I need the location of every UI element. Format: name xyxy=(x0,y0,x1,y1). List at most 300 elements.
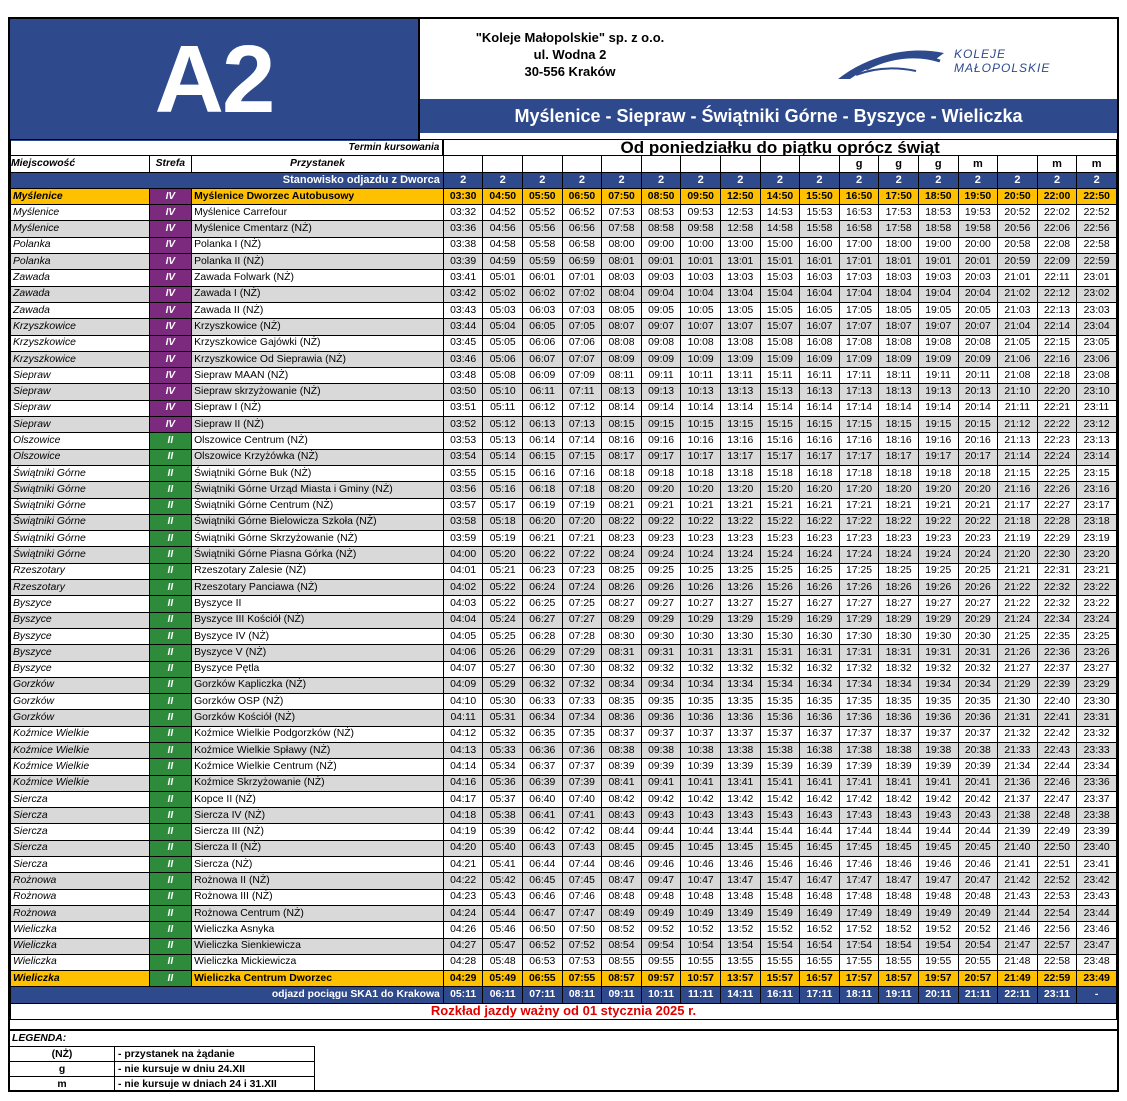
departure-time: 04:20 xyxy=(443,840,483,856)
locality: Koźmice Wielkie xyxy=(11,726,150,742)
departure-time: 08:30 xyxy=(602,628,642,644)
departure-time: 09:11 xyxy=(641,368,681,384)
departure-time: 03:45 xyxy=(443,335,483,351)
departure-time: 20:15 xyxy=(958,417,998,433)
departure-time: 19:17 xyxy=(918,449,958,465)
departure-time: 20:55 xyxy=(958,954,998,970)
departure-time: 07:03 xyxy=(562,302,602,318)
departure-time: 17:37 xyxy=(839,726,879,742)
zone-badge: II xyxy=(149,645,191,661)
departure-time: 19:14 xyxy=(918,400,958,416)
departure-time: 21:49 xyxy=(998,971,1038,987)
departure-time: 18:21 xyxy=(879,498,919,514)
departure-time: 16:04 xyxy=(800,286,840,302)
validity-note: Rozkład jazdy ważny od 01 stycznia 2025 r. xyxy=(11,1003,1117,1019)
departure-time: 16:49 xyxy=(800,905,840,921)
departure-time: 20:49 xyxy=(958,905,998,921)
departure-time: 14:50 xyxy=(760,188,800,204)
departure-time: 13:07 xyxy=(720,319,760,335)
departure-time: 22:56 xyxy=(1037,922,1077,938)
zone-badge: II xyxy=(149,808,191,824)
zone-badge: II xyxy=(149,449,191,465)
legend-title: LEGENDA: xyxy=(12,1033,67,1044)
departure-time: 19:07 xyxy=(918,319,958,335)
departure-time: 23:39 xyxy=(1077,824,1117,840)
departure-time: 22:16 xyxy=(1037,351,1077,367)
departure-time: 15:16 xyxy=(760,433,800,449)
departure-time: 06:46 xyxy=(523,889,563,905)
departure-time: 07:06 xyxy=(562,335,602,351)
departure-time: 18:14 xyxy=(879,400,919,416)
departure-time: 23:34 xyxy=(1077,759,1117,775)
locality: Polanka xyxy=(11,237,150,253)
departure-time: 20:24 xyxy=(958,547,998,563)
departure-time: 17:04 xyxy=(839,286,879,302)
platform-number: 2 xyxy=(562,172,602,188)
departure-time: 08:04 xyxy=(602,286,642,302)
departure-time: 16:47 xyxy=(800,873,840,889)
departure-time: 22:34 xyxy=(1037,612,1077,628)
locality: Krzyszkowice xyxy=(11,335,150,351)
departure-time: 19:23 xyxy=(918,531,958,547)
locality: Rożnowa xyxy=(11,873,150,889)
departure-time: 08:16 xyxy=(602,433,642,449)
course-note xyxy=(800,156,840,172)
departure-time: 04:14 xyxy=(443,759,483,775)
departure-time: 04:09 xyxy=(443,677,483,693)
departure-time: 22:48 xyxy=(1037,808,1077,824)
header-columns-row xyxy=(11,156,1117,172)
zone-badge: IV xyxy=(149,384,191,400)
departure-time: 09:54 xyxy=(641,938,681,954)
departure-time: 21:37 xyxy=(998,791,1038,807)
stop-name: Krzyszkowice Od Sieprawia (NŻ) xyxy=(192,351,444,367)
departure-time: 09:15 xyxy=(641,417,681,433)
departure-time: 10:26 xyxy=(681,580,721,596)
departure-time: 10:00 xyxy=(681,237,721,253)
departure-time: 16:29 xyxy=(800,612,840,628)
departure-time: 10:32 xyxy=(681,661,721,677)
departure-time: 13:26 xyxy=(720,580,760,596)
locality: Myślenice xyxy=(11,205,150,221)
departure-time: 16:00 xyxy=(800,237,840,253)
departure-time: 16:50 xyxy=(839,188,879,204)
departure-time: 21:13 xyxy=(998,433,1038,449)
ska-time: 20:11 xyxy=(918,987,958,1003)
departure-time: 20:03 xyxy=(958,270,998,286)
departure-time: 17:57 xyxy=(839,971,879,987)
departure-time: 16:11 xyxy=(800,368,840,384)
ska-time: 07:11 xyxy=(523,987,563,1003)
departure-time: 19:48 xyxy=(918,889,958,905)
zone-badge: IV xyxy=(149,254,191,270)
departure-time: 15:21 xyxy=(760,498,800,514)
header-days-row xyxy=(11,140,1117,156)
departure-time: 20:56 xyxy=(998,221,1038,237)
departure-time: 22:24 xyxy=(1037,449,1077,465)
departure-time: 03:43 xyxy=(443,302,483,318)
departure-time: 05:30 xyxy=(483,694,523,710)
departure-time: 04:00 xyxy=(443,547,483,563)
departure-time: 06:30 xyxy=(523,661,563,677)
ska-time: 21:11 xyxy=(958,987,998,1003)
departure-time: 18:53 xyxy=(918,205,958,221)
departure-time: 15:47 xyxy=(760,873,800,889)
departure-time: 05:37 xyxy=(483,791,523,807)
stop-name: Rożnowa III (NŻ) xyxy=(192,889,444,905)
departure-time: 17:36 xyxy=(839,710,879,726)
departure-time: 21:18 xyxy=(998,514,1038,530)
departure-time: 18:50 xyxy=(918,188,958,204)
platform-number: 2 xyxy=(1037,172,1077,188)
ska-time: 17:11 xyxy=(800,987,840,1003)
timetable-row xyxy=(11,889,1117,905)
departure-time: 20:32 xyxy=(958,661,998,677)
stop-name: Koźmice Wielkie Podgorzków (NŻ) xyxy=(192,726,444,742)
zone-badge: IV xyxy=(149,188,191,204)
departure-time: 19:54 xyxy=(918,938,958,954)
departure-time: 16:58 xyxy=(839,221,879,237)
departure-time: 09:04 xyxy=(641,286,681,302)
departure-time: 19:11 xyxy=(918,368,958,384)
departure-time: 16:53 xyxy=(839,205,879,221)
departure-time: 06:44 xyxy=(523,857,563,873)
zone-badge: II xyxy=(149,791,191,807)
departure-time: 03:46 xyxy=(443,351,483,367)
departure-time: 17:26 xyxy=(839,580,879,596)
stop-name: Byszyce II xyxy=(192,596,444,612)
timetable-row xyxy=(11,563,1117,579)
departure-time: 05:12 xyxy=(483,417,523,433)
departure-time: 22:49 xyxy=(1037,824,1077,840)
locality: Siercza xyxy=(11,840,150,856)
timetable-row xyxy=(11,905,1117,921)
departure-time: 21:33 xyxy=(998,742,1038,758)
locality: Wieliczka xyxy=(11,971,150,987)
departure-time: 18:32 xyxy=(879,661,919,677)
departure-time: 07:19 xyxy=(562,498,602,514)
legend xyxy=(10,1029,1117,1091)
departure-time: 08:15 xyxy=(602,417,642,433)
departure-time: 07:27 xyxy=(562,612,602,628)
departure-time: 18:26 xyxy=(879,580,919,596)
zone-badge: II xyxy=(149,514,191,530)
locality: Zawada xyxy=(11,286,150,302)
departure-time: 21:41 xyxy=(998,857,1038,873)
departure-time: 16:18 xyxy=(800,465,840,481)
departure-time: 18:09 xyxy=(879,351,919,367)
ska-time: 18:11 xyxy=(839,987,879,1003)
departure-time: 05:47 xyxy=(483,938,523,954)
departure-time: 13:14 xyxy=(720,400,760,416)
timetable-row xyxy=(11,873,1117,889)
stop-name: Świątniki Górne Piasna Górka (NŻ) xyxy=(192,547,444,563)
course-note xyxy=(720,156,760,172)
ska-time: 19:11 xyxy=(879,987,919,1003)
stop-name: Zawada Folwark (NŻ) xyxy=(192,270,444,286)
departure-time: 21:05 xyxy=(998,335,1038,351)
departure-time: 10:13 xyxy=(681,384,721,400)
departure-time: 07:24 xyxy=(562,580,602,596)
departure-time: 10:31 xyxy=(681,645,721,661)
departure-time: 16:30 xyxy=(800,628,840,644)
stop-name: Koźmice Wielkie Centrum (NŻ) xyxy=(192,759,444,775)
departure-time: 22:37 xyxy=(1037,661,1077,677)
departure-time: 20:41 xyxy=(958,775,998,791)
departure-time: 06:23 xyxy=(523,563,563,579)
departure-time: 08:34 xyxy=(602,677,642,693)
stop-name: Wieliczka Mickiewicza xyxy=(192,954,444,970)
departure-time: 15:25 xyxy=(760,563,800,579)
departure-time: 16:01 xyxy=(800,254,840,270)
departure-time: 15:44 xyxy=(760,824,800,840)
timetable-row xyxy=(11,677,1117,693)
departure-time: 21:21 xyxy=(998,563,1038,579)
ska-time: 05:11 xyxy=(443,987,483,1003)
stop-name: Krzyszkowice Gajówki (NŻ) xyxy=(192,335,444,351)
departure-time: 06:39 xyxy=(523,775,563,791)
departure-time: 09:42 xyxy=(641,791,681,807)
departure-time: 10:17 xyxy=(681,449,721,465)
course-note: m xyxy=(1077,156,1117,172)
departure-time: 04:01 xyxy=(443,563,483,579)
departure-time: 23:46 xyxy=(1077,922,1117,938)
departure-time: 10:35 xyxy=(681,694,721,710)
zone-badge: IV xyxy=(149,270,191,286)
departure-time: 23:47 xyxy=(1077,938,1117,954)
departure-time: 22:56 xyxy=(1077,221,1117,237)
departure-time: 15:14 xyxy=(760,400,800,416)
departure-time: 08:32 xyxy=(602,661,642,677)
departure-time: 16:31 xyxy=(800,645,840,661)
departure-time: 23:22 xyxy=(1077,580,1117,596)
course-note xyxy=(523,156,563,172)
departure-time: 19:53 xyxy=(958,205,998,221)
departure-time: 22:36 xyxy=(1037,645,1077,661)
locality: Siercza xyxy=(11,824,150,840)
departure-time: 05:42 xyxy=(483,873,523,889)
departure-time: 08:18 xyxy=(602,465,642,481)
timetable-row xyxy=(11,726,1117,742)
departure-time: 21:34 xyxy=(998,759,1038,775)
departure-time: 15:50 xyxy=(800,188,840,204)
departure-time: 06:15 xyxy=(523,449,563,465)
platform-number: 2 xyxy=(602,172,642,188)
departure-time: 06:11 xyxy=(523,384,563,400)
departure-time: 23:24 xyxy=(1077,612,1117,628)
zone-badge: II xyxy=(149,726,191,742)
departure-time: 16:08 xyxy=(800,335,840,351)
departure-time: 03:41 xyxy=(443,270,483,286)
locality: Wieliczka xyxy=(11,922,150,938)
departure-time: 23:22 xyxy=(1077,596,1117,612)
departure-time: 13:13 xyxy=(720,384,760,400)
departure-time: 18:17 xyxy=(879,449,919,465)
departure-time: 07:09 xyxy=(562,368,602,384)
departure-time: 06:34 xyxy=(523,710,563,726)
departure-time: 03:59 xyxy=(443,531,483,547)
departure-time: 03:56 xyxy=(443,482,483,498)
ska-row xyxy=(11,987,1117,1003)
timetable-row xyxy=(11,205,1117,221)
departure-time: 13:29 xyxy=(720,612,760,628)
stop-name: Siercza IV (NŻ) xyxy=(192,808,444,824)
departure-time: 22:58 xyxy=(1037,954,1077,970)
departure-time: 23:36 xyxy=(1077,775,1117,791)
departure-time: 21:32 xyxy=(998,726,1038,742)
departure-time: 10:07 xyxy=(681,319,721,335)
zone-badge: II xyxy=(149,580,191,596)
departure-time: 13:37 xyxy=(720,726,760,742)
departure-time: 23:12 xyxy=(1077,417,1117,433)
departure-time: 10:42 xyxy=(681,791,721,807)
departure-time: 04:24 xyxy=(443,905,483,921)
departure-time: 20:25 xyxy=(958,563,998,579)
departure-time: 04:58 xyxy=(483,237,523,253)
departure-time: 17:23 xyxy=(839,531,879,547)
departure-time: 07:40 xyxy=(562,791,602,807)
departure-time: 10:54 xyxy=(681,938,721,954)
departure-time: 23:21 xyxy=(1077,563,1117,579)
departure-time: 06:33 xyxy=(523,694,563,710)
departure-time: 09:25 xyxy=(641,563,681,579)
departure-time: 18:08 xyxy=(879,335,919,351)
departure-time: 18:39 xyxy=(879,759,919,775)
timetable-row xyxy=(11,824,1117,840)
departure-time: 17:27 xyxy=(839,596,879,612)
departure-time: 09:55 xyxy=(641,954,681,970)
departure-time: 21:16 xyxy=(998,482,1038,498)
departure-time: 17:25 xyxy=(839,563,879,579)
departure-time: 07:50 xyxy=(562,922,602,938)
departure-time: 05:11 xyxy=(483,400,523,416)
platform-number: 2 xyxy=(1077,172,1117,188)
locality: Myślenice xyxy=(11,188,150,204)
departure-time: 04:50 xyxy=(483,188,523,204)
departure-time: 14:53 xyxy=(760,205,800,221)
departure-time: 05:48 xyxy=(483,954,523,970)
departure-time: 13:55 xyxy=(720,954,760,970)
departure-time: 21:01 xyxy=(998,270,1038,286)
stop-name: Świątniki Górne Urząd Miasta i Gminy (NŻ) xyxy=(192,482,444,498)
departure-time: 23:08 xyxy=(1077,368,1117,384)
departure-time: 06:52 xyxy=(523,938,563,954)
departure-time: 23:10 xyxy=(1077,384,1117,400)
zone-badge: II xyxy=(149,563,191,579)
timetable-row xyxy=(11,449,1117,465)
company-name: "Koleje Małopolskie" sp. z o.o. xyxy=(475,30,665,45)
departure-time: 23:48 xyxy=(1077,954,1117,970)
departure-time: 23:11 xyxy=(1077,400,1117,416)
departure-time: 19:38 xyxy=(918,742,958,758)
departure-time: 22:18 xyxy=(1037,368,1077,384)
departure-time: 08:41 xyxy=(602,775,642,791)
departure-time: 08:54 xyxy=(602,938,642,954)
departure-time: 18:57 xyxy=(879,971,919,987)
departure-time: 10:22 xyxy=(681,514,721,530)
departure-time: 07:28 xyxy=(562,628,602,644)
route-code: A2 xyxy=(154,26,274,133)
departure-time: 10:14 xyxy=(681,400,721,416)
locality: Polanka xyxy=(11,254,150,270)
departure-time: 13:23 xyxy=(720,531,760,547)
zone-badge: II xyxy=(149,677,191,693)
departure-time: 21:03 xyxy=(998,302,1038,318)
departure-time: 22:23 xyxy=(1037,433,1077,449)
departure-time: 16:34 xyxy=(800,677,840,693)
route-code-box xyxy=(10,19,420,141)
departure-time: 05:44 xyxy=(483,905,523,921)
departure-time: 17:48 xyxy=(839,889,879,905)
departure-time: 23:06 xyxy=(1077,351,1117,367)
zone-badge: II xyxy=(149,857,191,873)
departure-time: 16:48 xyxy=(800,889,840,905)
departure-time: 05:13 xyxy=(483,433,523,449)
stop-name: Polanka II (NŻ) xyxy=(192,254,444,270)
departure-time: 09:26 xyxy=(641,580,681,596)
departure-time: 22:50 xyxy=(1037,840,1077,856)
departure-time: 08:58 xyxy=(641,221,681,237)
departure-time: 18:45 xyxy=(879,840,919,856)
zone-badge: IV xyxy=(149,221,191,237)
departure-time: 03:32 xyxy=(443,205,483,221)
locality: Siercza xyxy=(11,791,150,807)
departure-time: 16:13 xyxy=(800,384,840,400)
departure-time: 18:04 xyxy=(879,286,919,302)
departure-time: 04:12 xyxy=(443,726,483,742)
departure-time: 19:21 xyxy=(918,498,958,514)
departure-time: 23:43 xyxy=(1077,889,1117,905)
departure-time: 20:14 xyxy=(958,400,998,416)
departure-time: 08:53 xyxy=(641,205,681,221)
departure-time: 13:03 xyxy=(720,270,760,286)
departure-time: 06:50 xyxy=(562,188,602,204)
departure-time: 08:08 xyxy=(602,335,642,351)
timetable xyxy=(10,139,1117,1020)
departure-time: 22:51 xyxy=(1037,857,1077,873)
departure-time: 08:38 xyxy=(602,742,642,758)
departure-time: 18:13 xyxy=(879,384,919,400)
platform-number: 2 xyxy=(879,172,919,188)
departure-time: 23:16 xyxy=(1077,482,1117,498)
locality: Siepraw xyxy=(11,417,150,433)
departure-time: 22:42 xyxy=(1037,726,1077,742)
zone-badge: II xyxy=(149,498,191,514)
departure-time: 21:15 xyxy=(998,465,1038,481)
departure-time: 17:52 xyxy=(839,922,879,938)
departure-time: 18:23 xyxy=(879,531,919,547)
departure-time: 03:58 xyxy=(443,514,483,530)
departure-time: 20:58 xyxy=(998,237,1038,253)
zone-badge: IV xyxy=(149,302,191,318)
ska-time: 23:11 xyxy=(1037,987,1077,1003)
locality: Koźmice Wielkie xyxy=(11,775,150,791)
departure-time: 21:36 xyxy=(998,775,1038,791)
departure-time: 06:20 xyxy=(523,514,563,530)
departure-time: 13:08 xyxy=(720,335,760,351)
course-note xyxy=(602,156,642,172)
departure-time: 13:09 xyxy=(720,351,760,367)
ska-time: 06:11 xyxy=(483,987,523,1003)
departure-time: 04:22 xyxy=(443,873,483,889)
departure-time: 19:42 xyxy=(918,791,958,807)
zone-badge: II xyxy=(149,433,191,449)
departure-time: 03:50 xyxy=(443,384,483,400)
departure-time: 03:44 xyxy=(443,319,483,335)
stop-name: Świątniki Górne Buk (NŻ) xyxy=(192,465,444,481)
departure-time: 04:19 xyxy=(443,824,483,840)
departure-time: 17:20 xyxy=(839,482,879,498)
